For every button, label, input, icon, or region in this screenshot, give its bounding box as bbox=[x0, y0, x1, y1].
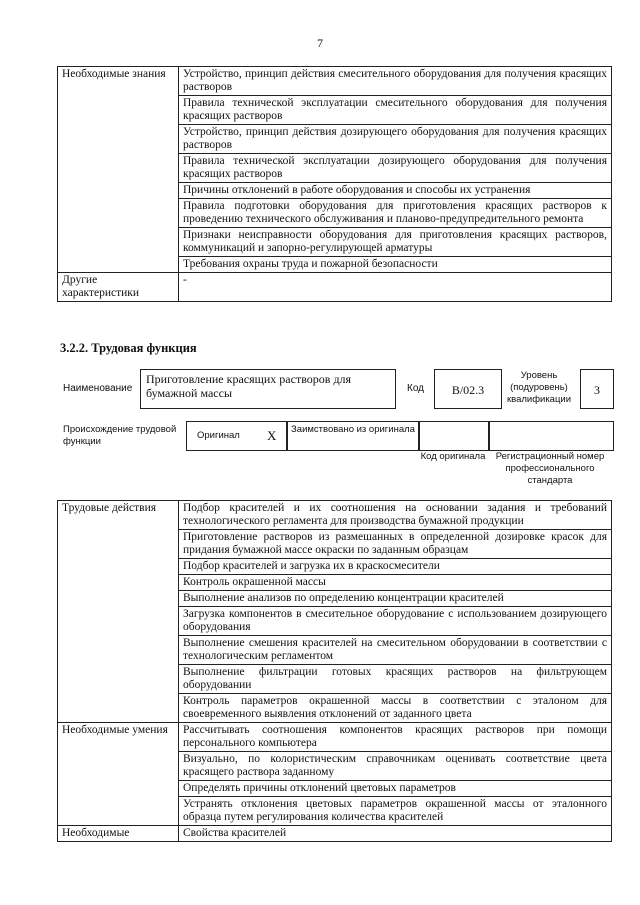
knowledge-item: Правила подготовки оборудования для приготовления красящих растворов к проведению технического обслуживания и планово-предупредительного ремонта bbox=[179, 199, 612, 228]
skill-item: Устранять отклонения цветовых параметров окрашенной массы от эталонного образца путем регулирования количества красителей bbox=[179, 797, 612, 826]
other-characteristics-value: - bbox=[179, 273, 612, 302]
knowledge-item: Правила технической эксплуатации дозирующего оборудования для получения красящих растворов bbox=[179, 154, 612, 183]
skill-item: Визуально, по колористическим справочникам оценивать соответствие цвета красящего раствора заданному bbox=[179, 752, 612, 781]
code-original-cell bbox=[418, 421, 490, 451]
actions-label: Трудовые действия bbox=[58, 501, 179, 723]
table-row bbox=[58, 826, 612, 842]
knowledge-item: Устройство, принцип действия смесительного оборудования для получения красящих растворов bbox=[179, 67, 612, 96]
code-value: B/02.3 bbox=[451, 383, 485, 397]
name-label: Наименование bbox=[63, 383, 133, 394]
action-item: Выполнение смешения красителей на смесительном оборудовании в соответствии с технологическим регламентом bbox=[179, 636, 612, 665]
level-value: 3 bbox=[594, 383, 600, 397]
action-item: Контроль окрашенной массы bbox=[179, 575, 612, 591]
original-mark: X bbox=[267, 428, 277, 443]
table-row bbox=[58, 67, 612, 96]
table-row bbox=[58, 501, 612, 530]
original-label: Оригинал bbox=[197, 430, 240, 441]
name-value-box bbox=[140, 369, 396, 409]
origin-label: Происхождение трудовой функции bbox=[63, 424, 177, 447]
skill-item: Определять причины отклонений цветовых параметров bbox=[179, 781, 612, 797]
action-item: Контроль параметров окрашенной массы в соответствии с эталоном для своевременного выявления отклонений от заданного цвета bbox=[179, 694, 612, 723]
knowledge-item: Правила технической эксплуатации смесительного оборудования для получения красящих растворов bbox=[179, 96, 612, 125]
reg-number-caption: Регистрационный номер профессионального стандарта bbox=[495, 451, 605, 486]
code-label: Код bbox=[407, 383, 425, 394]
action-item: Подбор красителей и загрузка их в краскосмесители bbox=[179, 559, 612, 575]
knowledge-item: Требования охраны труда и пожарной безопасности bbox=[179, 257, 612, 273]
action-item: Приготовление растворов из размешанных в определенной дозировке красок для придания бумажной массе окраски по заданным образцам bbox=[179, 530, 612, 559]
action-item: Выполнение анализов по определению концентрации красителей bbox=[179, 591, 612, 607]
borrowed-cell bbox=[286, 421, 420, 451]
original-cell bbox=[186, 421, 288, 451]
level-value-box bbox=[580, 369, 614, 409]
table-row bbox=[58, 273, 612, 302]
level-label: Уровень (подуровень) квалификации bbox=[506, 370, 572, 405]
section-title: 3.2.2. Трудовая функция bbox=[60, 341, 197, 355]
other-characteristics-label: Другие характеристики bbox=[58, 273, 179, 302]
knowledge-table bbox=[57, 66, 612, 302]
code-value-box bbox=[434, 369, 502, 409]
page-number: 7 bbox=[317, 36, 323, 50]
actions-table bbox=[57, 500, 612, 842]
name-value: Приготовление красящих растворов для бумажной массы bbox=[146, 372, 352, 400]
knowledge-item: Устройство, принцип действия дозирующего оборудования для получения красящих растворов bbox=[179, 125, 612, 154]
knowledge-label-2: Необходимые bbox=[58, 826, 179, 842]
skill-item: Рассчитывать соотношения компонентов красящих растворов при помощи персонального компьютера bbox=[179, 723, 612, 752]
code-original-caption: Код оригинала bbox=[420, 451, 486, 462]
table-row bbox=[58, 723, 612, 752]
action-item: Подбор красителей и их соотношения на основании задания и требований технологического регламента для производства бумажной продукции bbox=[179, 501, 612, 530]
reg-number-cell bbox=[488, 421, 614, 451]
borrowed-label: Заимствовано из оригинала bbox=[291, 424, 415, 435]
action-item: Загрузка компонентов в смесительное оборудование с использованием дозирующего оборудования bbox=[179, 607, 612, 636]
knowledge-item: Признаки неисправности оборудования для приготовления красящих растворов, коммуникаций и запорно-регулирующей арматуры bbox=[179, 228, 612, 257]
action-item: Выполнение фильтрации готовых красящих растворов на фильтрующем оборудовании bbox=[179, 665, 612, 694]
knowledge-item: Свойства красителей bbox=[179, 826, 612, 842]
knowledge-item: Причины отклонений в работе оборудования и способы их устранения bbox=[179, 183, 612, 199]
knowledge-label: Необходимые знания bbox=[58, 67, 179, 273]
skills-label: Необходимые умения bbox=[58, 723, 179, 826]
